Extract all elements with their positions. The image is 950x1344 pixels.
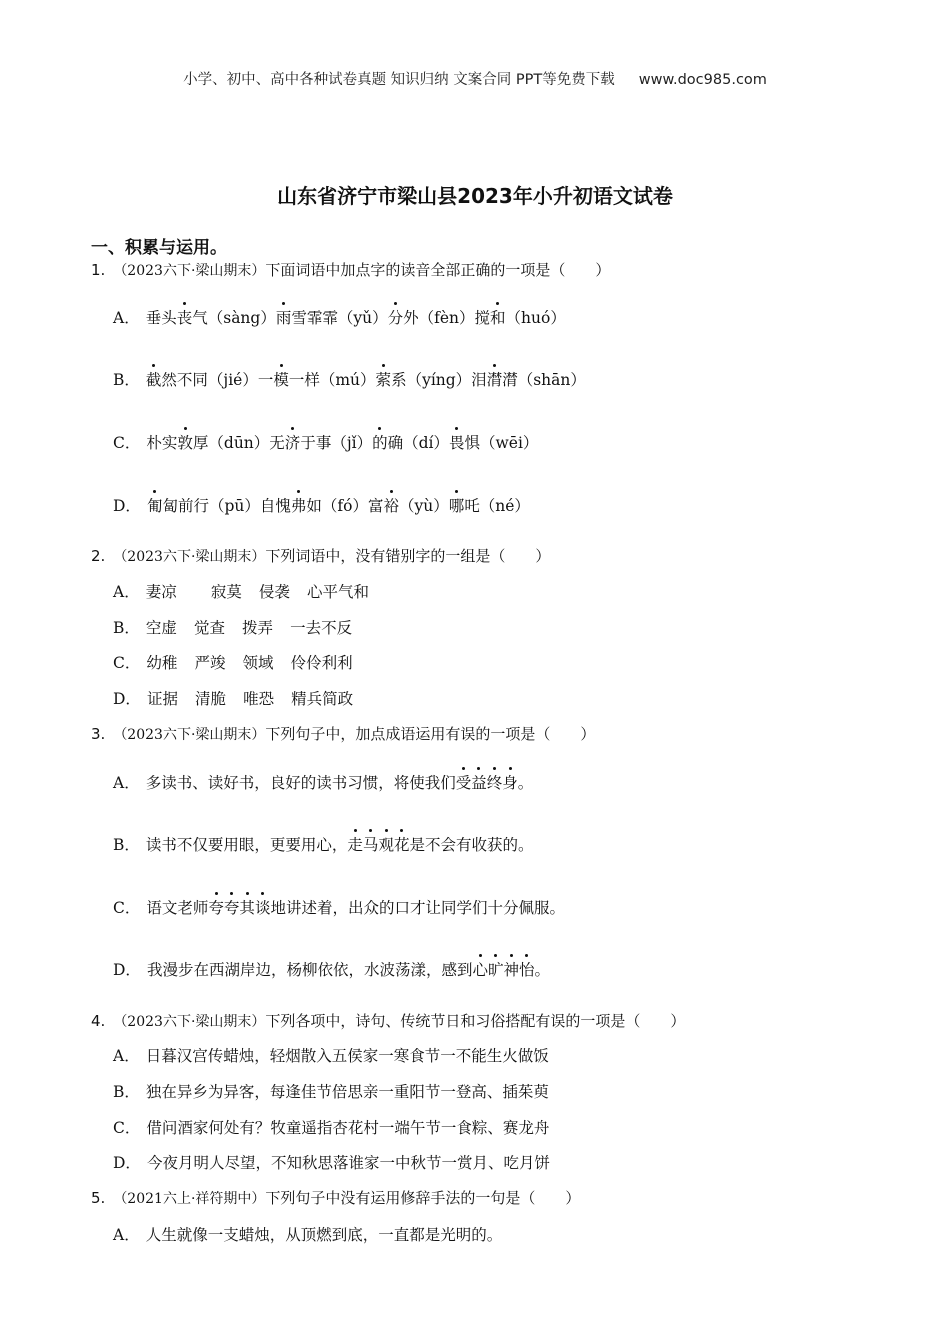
q1-option-b <box>113 368 586 390</box>
question-5 <box>91 1187 580 1208</box>
emphasis-char: 哪 <box>449 494 465 516</box>
word: 清脆 <box>195 690 227 708</box>
question-number: 1. <box>91 261 106 279</box>
emphasis-char: 受 <box>456 771 472 793</box>
option-text: 匐前行（pū）自愧 <box>162 497 291 515</box>
q2-option-b <box>113 616 352 638</box>
q2-option-a <box>113 580 369 602</box>
q3-option-c <box>113 896 565 918</box>
emphasis-char: 弗 <box>291 494 307 516</box>
emphasis-char: 萦 <box>376 368 392 390</box>
option-letter: A． <box>113 583 140 601</box>
word: 领域 <box>242 654 274 672</box>
option-text: 气（sàng） <box>192 309 276 327</box>
section-heading: 一、积累与运用。 <box>91 238 227 258</box>
page-title: 山东省济宁市梁山县2023年小升初语文试卷 <box>277 184 673 208</box>
option-text: （yù） <box>398 497 449 515</box>
emphasis-char: 走 <box>347 833 363 855</box>
emphasis-char: 观 <box>378 833 394 855</box>
option-letter: D． <box>113 1154 141 1172</box>
option-letter: A． <box>113 1226 140 1244</box>
word: 唯恐 <box>243 690 275 708</box>
emphasis-char: 的 <box>372 431 388 453</box>
word: 证据 <box>146 690 178 708</box>
question-number: 2. <box>91 547 106 565</box>
q4-option-b <box>113 1080 549 1102</box>
question-number: 3. <box>91 725 106 743</box>
q1-option-a <box>113 306 566 328</box>
option-text: 雪霏霏（yǔ） <box>291 309 388 327</box>
emphasis-char: 和 <box>490 306 506 328</box>
emphasis-char: 匍 <box>147 494 163 516</box>
emphasis-idiom <box>456 774 518 792</box>
emphasis-char: 裕 <box>383 494 399 516</box>
emphasis-idiom <box>347 836 409 854</box>
emphasis-char: 夸 <box>208 896 224 918</box>
option-text: 多读书、读好书，良好的读书习惯，将使我们 <box>145 774 456 792</box>
option-text: 吒（né） <box>464 497 530 515</box>
option-letter: A． <box>113 1047 140 1065</box>
emphasis-char: 益 <box>471 771 487 793</box>
word: 拨弄 <box>242 619 274 637</box>
q4-option-c <box>113 1116 549 1138</box>
question-source: （2023六下·梁山期末） <box>113 1014 266 1030</box>
emphasis-idiom <box>208 899 270 917</box>
question-text: 下列各项中，诗句、传统节日和习俗搭配有误的一项是（ ） <box>265 1012 686 1030</box>
q2-option-d <box>113 687 353 709</box>
option-text: 日暮汉宫传蜡烛，轻烟散入五侯家一寒食节一不能生火做饭 <box>145 1047 549 1065</box>
word: 伶伶利利 <box>290 654 353 672</box>
option-letter: D． <box>113 497 141 515</box>
option-text: 垂头 <box>145 309 177 327</box>
option-text: 厚（dūn）无 <box>192 434 285 452</box>
q4-option-a <box>113 1044 549 1066</box>
option-text: 人生就像一支蜡烛，从顶燃到底，一直都是光明的。 <box>145 1226 503 1244</box>
option-letter: C． <box>113 434 141 452</box>
option-letter: D． <box>113 961 141 979</box>
emphasis-char: 模 <box>273 368 289 390</box>
word: 空虚 <box>145 619 177 637</box>
emphasis-char: 花 <box>394 833 410 855</box>
q5-option-a <box>113 1223 502 1245</box>
emphasis-char: 济 <box>285 431 301 453</box>
option-text: 如（fó）富 <box>306 497 384 515</box>
q3-option-d <box>113 958 550 980</box>
header-text: 小学、初中、高中各种试卷真题 知识归纳 文案合同 PPT等免费下载 <box>183 72 615 88</box>
option-text: 借问酒家何处有？牧童遥指杏花村一端午节一食粽、赛龙舟 <box>146 1119 550 1137</box>
q1-option-c <box>113 431 538 453</box>
option-letter: B． <box>113 836 140 854</box>
emphasis-char: 雨 <box>276 306 292 328</box>
option-text: 然不同（jié）一 <box>161 371 274 389</box>
question-source: （2023六下·梁山期末） <box>113 263 266 279</box>
emphasis-char: 马 <box>363 833 379 855</box>
option-letter: B． <box>113 1083 140 1101</box>
emphasis-char: 终 <box>487 771 503 793</box>
option-letter: C． <box>113 654 141 672</box>
option-text: 于事（jǐ） <box>300 434 373 452</box>
word: 侵袭 <box>258 583 290 601</box>
question-number: 4. <box>91 1012 106 1030</box>
word: 一去不反 <box>290 619 353 637</box>
emphasis-char: 夸 <box>224 896 240 918</box>
option-text: 系（yíng）泪 <box>391 371 487 389</box>
option-text: 读书不仅要用眼，更要用心， <box>145 836 348 854</box>
option-text: 朴实 <box>146 434 178 452</box>
option-text: 惧（wēi） <box>464 434 539 452</box>
question-text: 下列词语中，没有错别字的一组是（ ） <box>265 547 551 565</box>
option-text: 今夜月明人尽望，不知秋思落谁家一中秋节一赏月、吃月饼 <box>146 1154 550 1172</box>
option-text: 。 <box>517 774 534 792</box>
word: 严竣 <box>194 654 226 672</box>
question-2 <box>91 545 550 566</box>
option-text: 确（dí） <box>387 434 449 452</box>
question-source: （2021六上·祥符期中） <box>113 1191 266 1207</box>
header-url[interactable]: www.doc985.com <box>638 72 767 88</box>
option-text: 一样（mú） <box>288 371 376 389</box>
option-letter: A． <box>113 309 140 327</box>
word: 心平气和 <box>306 583 369 601</box>
option-text: 。 <box>534 961 551 979</box>
word: 寂莫 <box>210 583 242 601</box>
question-source: （2023六下·梁山期末） <box>113 549 266 565</box>
q1-option-d <box>113 494 530 516</box>
option-text: 潸（shān） <box>502 371 586 389</box>
word: 精兵简政 <box>291 690 354 708</box>
option-text: （huó） <box>505 309 566 327</box>
option-letter: D． <box>113 690 141 708</box>
word: 幼稚 <box>146 654 178 672</box>
question-3 <box>91 723 595 744</box>
emphasis-char: 分 <box>388 306 404 328</box>
emphasis-char: 敦 <box>177 431 193 453</box>
emphasis-char: 心 <box>472 958 488 980</box>
question-text: 下列句子中，加点成语运用有误的一项是（ ） <box>265 725 596 743</box>
q2-option-c <box>113 651 353 673</box>
q4-option-d <box>113 1151 550 1173</box>
question-text: 下列句子中没有运用修辞手法的一句是（ ） <box>265 1189 581 1207</box>
emphasis-char: 截 <box>146 368 162 390</box>
emphasis-char: 畏 <box>449 431 465 453</box>
emphasis-char: 谈 <box>255 896 271 918</box>
option-text: 我漫步在西湖岸边，杨柳依依，水波荡漾，感到 <box>146 961 473 979</box>
q3-option-a <box>113 771 533 793</box>
option-text: 是不会有收获的。 <box>409 836 534 854</box>
page-header <box>0 68 950 89</box>
question-4 <box>91 1010 685 1031</box>
q3-option-b <box>113 833 533 855</box>
option-text: 语文老师 <box>146 899 209 917</box>
option-letter: B． <box>113 619 140 637</box>
question-source: （2023六下·梁山期末） <box>113 727 266 743</box>
option-letter: C． <box>113 1119 141 1137</box>
option-text: 独在异乡为异客，每逢佳节倍思亲一重阳节一登高、插茱萸 <box>145 1083 549 1101</box>
emphasis-char: 神 <box>503 958 519 980</box>
question-text: 下面词语中加点字的读音全部正确的一项是（ ） <box>265 261 611 279</box>
option-letter: A． <box>113 774 140 792</box>
emphasis-char: 怡 <box>519 958 535 980</box>
emphasis-idiom <box>472 961 534 979</box>
emphasis-char: 丧 <box>177 306 193 328</box>
question-1 <box>91 259 610 280</box>
option-letter: B． <box>113 371 140 389</box>
emphasis-char: 旷 <box>488 958 504 980</box>
emphasis-char: 其 <box>239 896 255 918</box>
option-text: 地讲述着，出众的口才让同学们十分佩服。 <box>270 899 565 917</box>
emphasis-char: 身 <box>502 771 518 793</box>
question-number: 5. <box>91 1189 106 1207</box>
option-letter: C． <box>113 899 141 917</box>
option-text: 外（fèn）搅 <box>403 309 491 327</box>
word: 妻凉 <box>145 583 177 601</box>
word: 觉查 <box>193 619 225 637</box>
emphasis-char: 潸 <box>487 368 503 390</box>
